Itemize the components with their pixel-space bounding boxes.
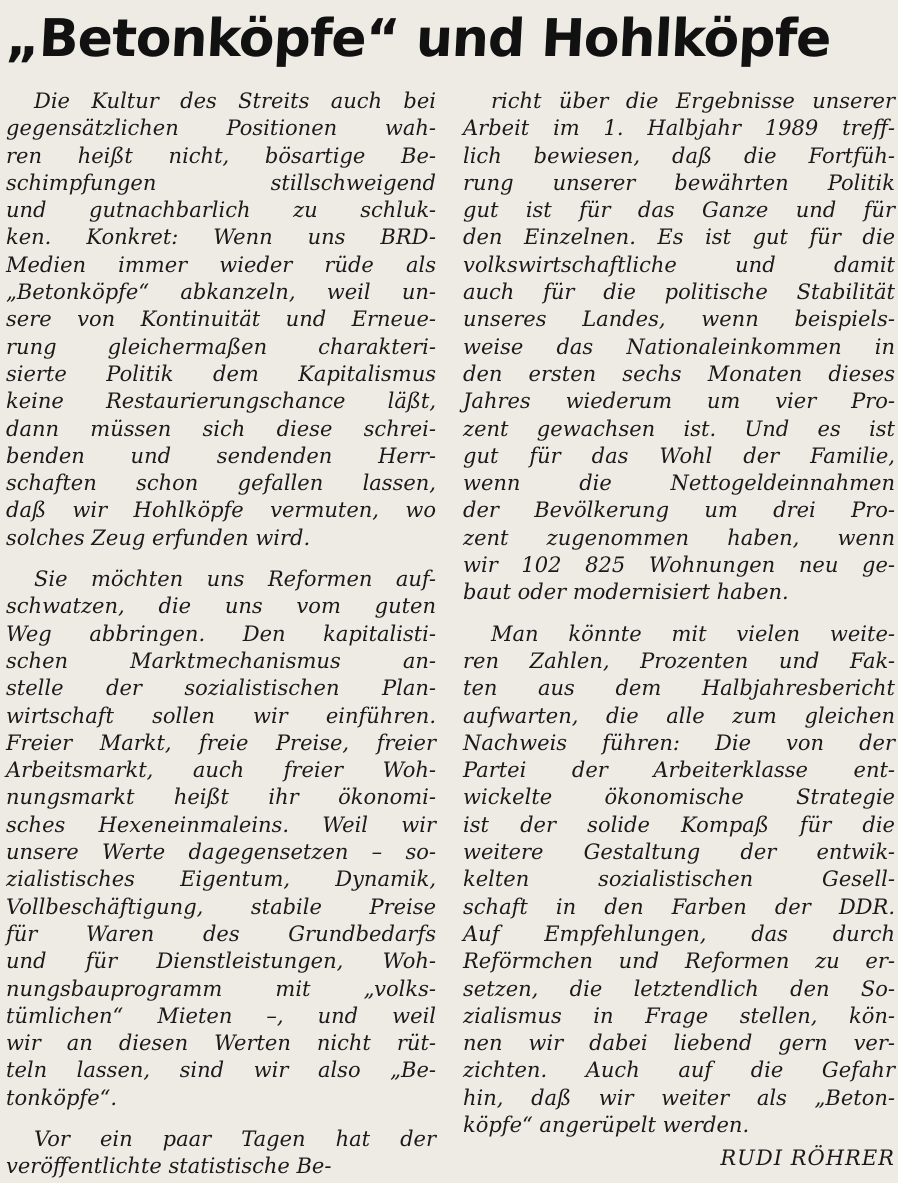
text-line: Reförmchen und Reformen zu er-: [463, 949, 895, 974]
text-line: den Einzelnen. Es ist gut für die: [463, 225, 895, 250]
text-line: ren heißt nicht, bösartige Be-: [6, 143, 436, 168]
text-line: Jahres wiederum um vier Pro-: [463, 389, 895, 414]
text-line: wir an diesen Werten nicht rüt-: [6, 1031, 436, 1056]
text-line: ren Zahlen, Prozenten und Fak-: [463, 648, 895, 673]
text-line: lich bewiesen, daß die Fortfüh-: [463, 143, 895, 168]
text-line: auch für die politische Stabilität: [463, 280, 895, 305]
text-line: wickelte ökonomische Strategie: [463, 785, 895, 810]
text-line: „Betonköpfe“ abkanzeln, weil un-: [6, 280, 436, 305]
author-byline: RUDI RÖHRER: [720, 1146, 895, 1171]
text-line: Freier Markt, freie Preise, freier: [6, 730, 436, 755]
text-line: teln lassen, sind wir also „Be-: [6, 1058, 436, 1083]
headline: „Betonköpfe“ und Hohlköpfe: [4, 9, 833, 69]
text-line: aufwarten, die alle zum gleichen: [463, 703, 895, 728]
text-line: Medien immer wieder rüde als: [6, 252, 436, 277]
text-line: tonköpfe“.: [6, 1085, 118, 1110]
text-line: den ersten sechs Monaten dieses: [463, 361, 895, 386]
text-line: ten aus dem Halbjahresbericht: [463, 676, 895, 701]
text-line: benden und sendenden Herr-: [6, 443, 436, 468]
text-line: weitere Gestaltung der entwik-: [463, 840, 895, 865]
text-line: sches Hexeneinmaleins. Weil wir: [6, 812, 436, 837]
text-line: Die Kultur des Streits auch bei: [34, 89, 436, 113]
text-line: tümlichen“ Mieten –, und weil: [6, 1003, 436, 1028]
text-line: Nachweis führen: Die von der: [463, 730, 895, 755]
text-line: Man könnte mit vielen weite-: [491, 621, 895, 646]
text-line: zichten. Auch auf die Gefahr: [463, 1058, 895, 1083]
text-line: Auf Empfehlungen, das durch: [463, 921, 895, 946]
text-line: wir 102 825 Wohnungen neu ge-: [463, 553, 895, 578]
text-line: schimpfungen stillschweigend: [6, 170, 436, 195]
text-line: richt über die Ergebnisse unserer: [491, 89, 895, 113]
text-line: veröffentlichte statistische Be-: [6, 1154, 332, 1179]
text-line: stelle der sozialistischen Plan-: [6, 676, 436, 701]
text-line: köpfe“ angerüpelt werden.: [463, 1112, 750, 1137]
text-line: zialismus in Frage stellen, kön-: [463, 1003, 895, 1028]
text-line: schaft in den Farben der DDR.: [463, 894, 895, 919]
text-line: schen Marktmechanismus an-: [6, 648, 436, 673]
text-line: gut ist für das Ganze und für: [463, 198, 895, 223]
text-line: keine Restaurierungschance läßt,: [6, 389, 436, 414]
text-line: Vor ein paar Tagen hat der: [34, 1126, 436, 1151]
text-line: Arbeitsmarkt, auch freier Woh-: [6, 758, 436, 783]
text-line: nungsmarkt heißt ihr ökonomi-: [6, 785, 436, 810]
text-line: der Bevölkerung um drei Pro-: [463, 498, 895, 523]
text-line: ken. Konkret: Wenn uns BRD-: [6, 225, 436, 250]
text-line: sierte Politik dem Kapitalismus: [6, 361, 436, 386]
text-line: nen wir dabei liebend gern ver-: [463, 1031, 895, 1056]
text-line: Arbeit im 1. Halbjahr 1989 treff-: [463, 116, 895, 141]
text-line: kelten sozialistischen Gesell-: [463, 867, 895, 892]
right-column: [463, 88, 895, 1173]
text-line: unseres Landes, wenn beispiels-: [463, 307, 895, 332]
text-line: für Waren des Grundbedarfs: [6, 921, 436, 946]
text-line: und gutnachbarlich zu schluk-: [6, 198, 436, 223]
text-line: Partei der Arbeiterklasse ent-: [463, 758, 895, 783]
text-line: Weg abbringen. Den kapitalisti-: [6, 621, 436, 646]
text-line: Vollbeschäftigung, stabile Preise: [6, 894, 436, 919]
text-line: daß wir Hohlköpfe vermuten, wo: [6, 498, 436, 523]
text-line: schaften schon gefallen lassen,: [6, 471, 436, 496]
text-line: wenn die Nettogeldeinnahmen: [463, 471, 895, 496]
text-line: ist der solide Kompaß für die: [463, 812, 895, 837]
text-line: und für Dienstleistungen, Woh-: [6, 949, 436, 974]
text-line: setzen, die letztendlich den So-: [463, 976, 895, 1001]
text-line: sere von Kontinuität und Erneue-: [6, 307, 436, 332]
text-line: wirtschaft sollen wir einführen.: [6, 703, 436, 728]
text-line: gut für das Wohl der Familie,: [463, 443, 895, 468]
text-line: weise das Nationaleinkommen in: [463, 334, 895, 359]
text-line: Sie möchten uns Reformen auf-: [34, 567, 436, 592]
text-line: zent gewachsen ist. Und es ist: [463, 416, 895, 441]
text-line: baut oder modernisiert haben.: [463, 580, 789, 605]
text-line: volkswirtschaftliche und damit: [463, 252, 895, 277]
text-line: hin, daß wir weiter als „Beton-: [463, 1085, 895, 1110]
text-line: zent zugenommen haben, wenn: [463, 525, 895, 550]
text-line: schwatzen, die uns vom guten: [6, 594, 436, 619]
text-line: zialistisches Eigentum, Dynamik,: [6, 867, 436, 892]
text-line: rung unserer bewährten Politik: [463, 170, 895, 195]
text-line: unsere Werte dagegensetzen – so-: [6, 840, 436, 865]
left-column: [6, 88, 436, 1181]
text-line: rung gleichermaßen charakteri-: [6, 334, 436, 359]
text-line: solches Zeug erfunden wird.: [6, 525, 311, 550]
text-line: gegensätzlichen Positionen wah-: [6, 116, 436, 141]
text-line: dann müssen sich diese schrei-: [6, 416, 436, 441]
text-line: nungsbauprogramm mit „volks-: [6, 976, 436, 1001]
